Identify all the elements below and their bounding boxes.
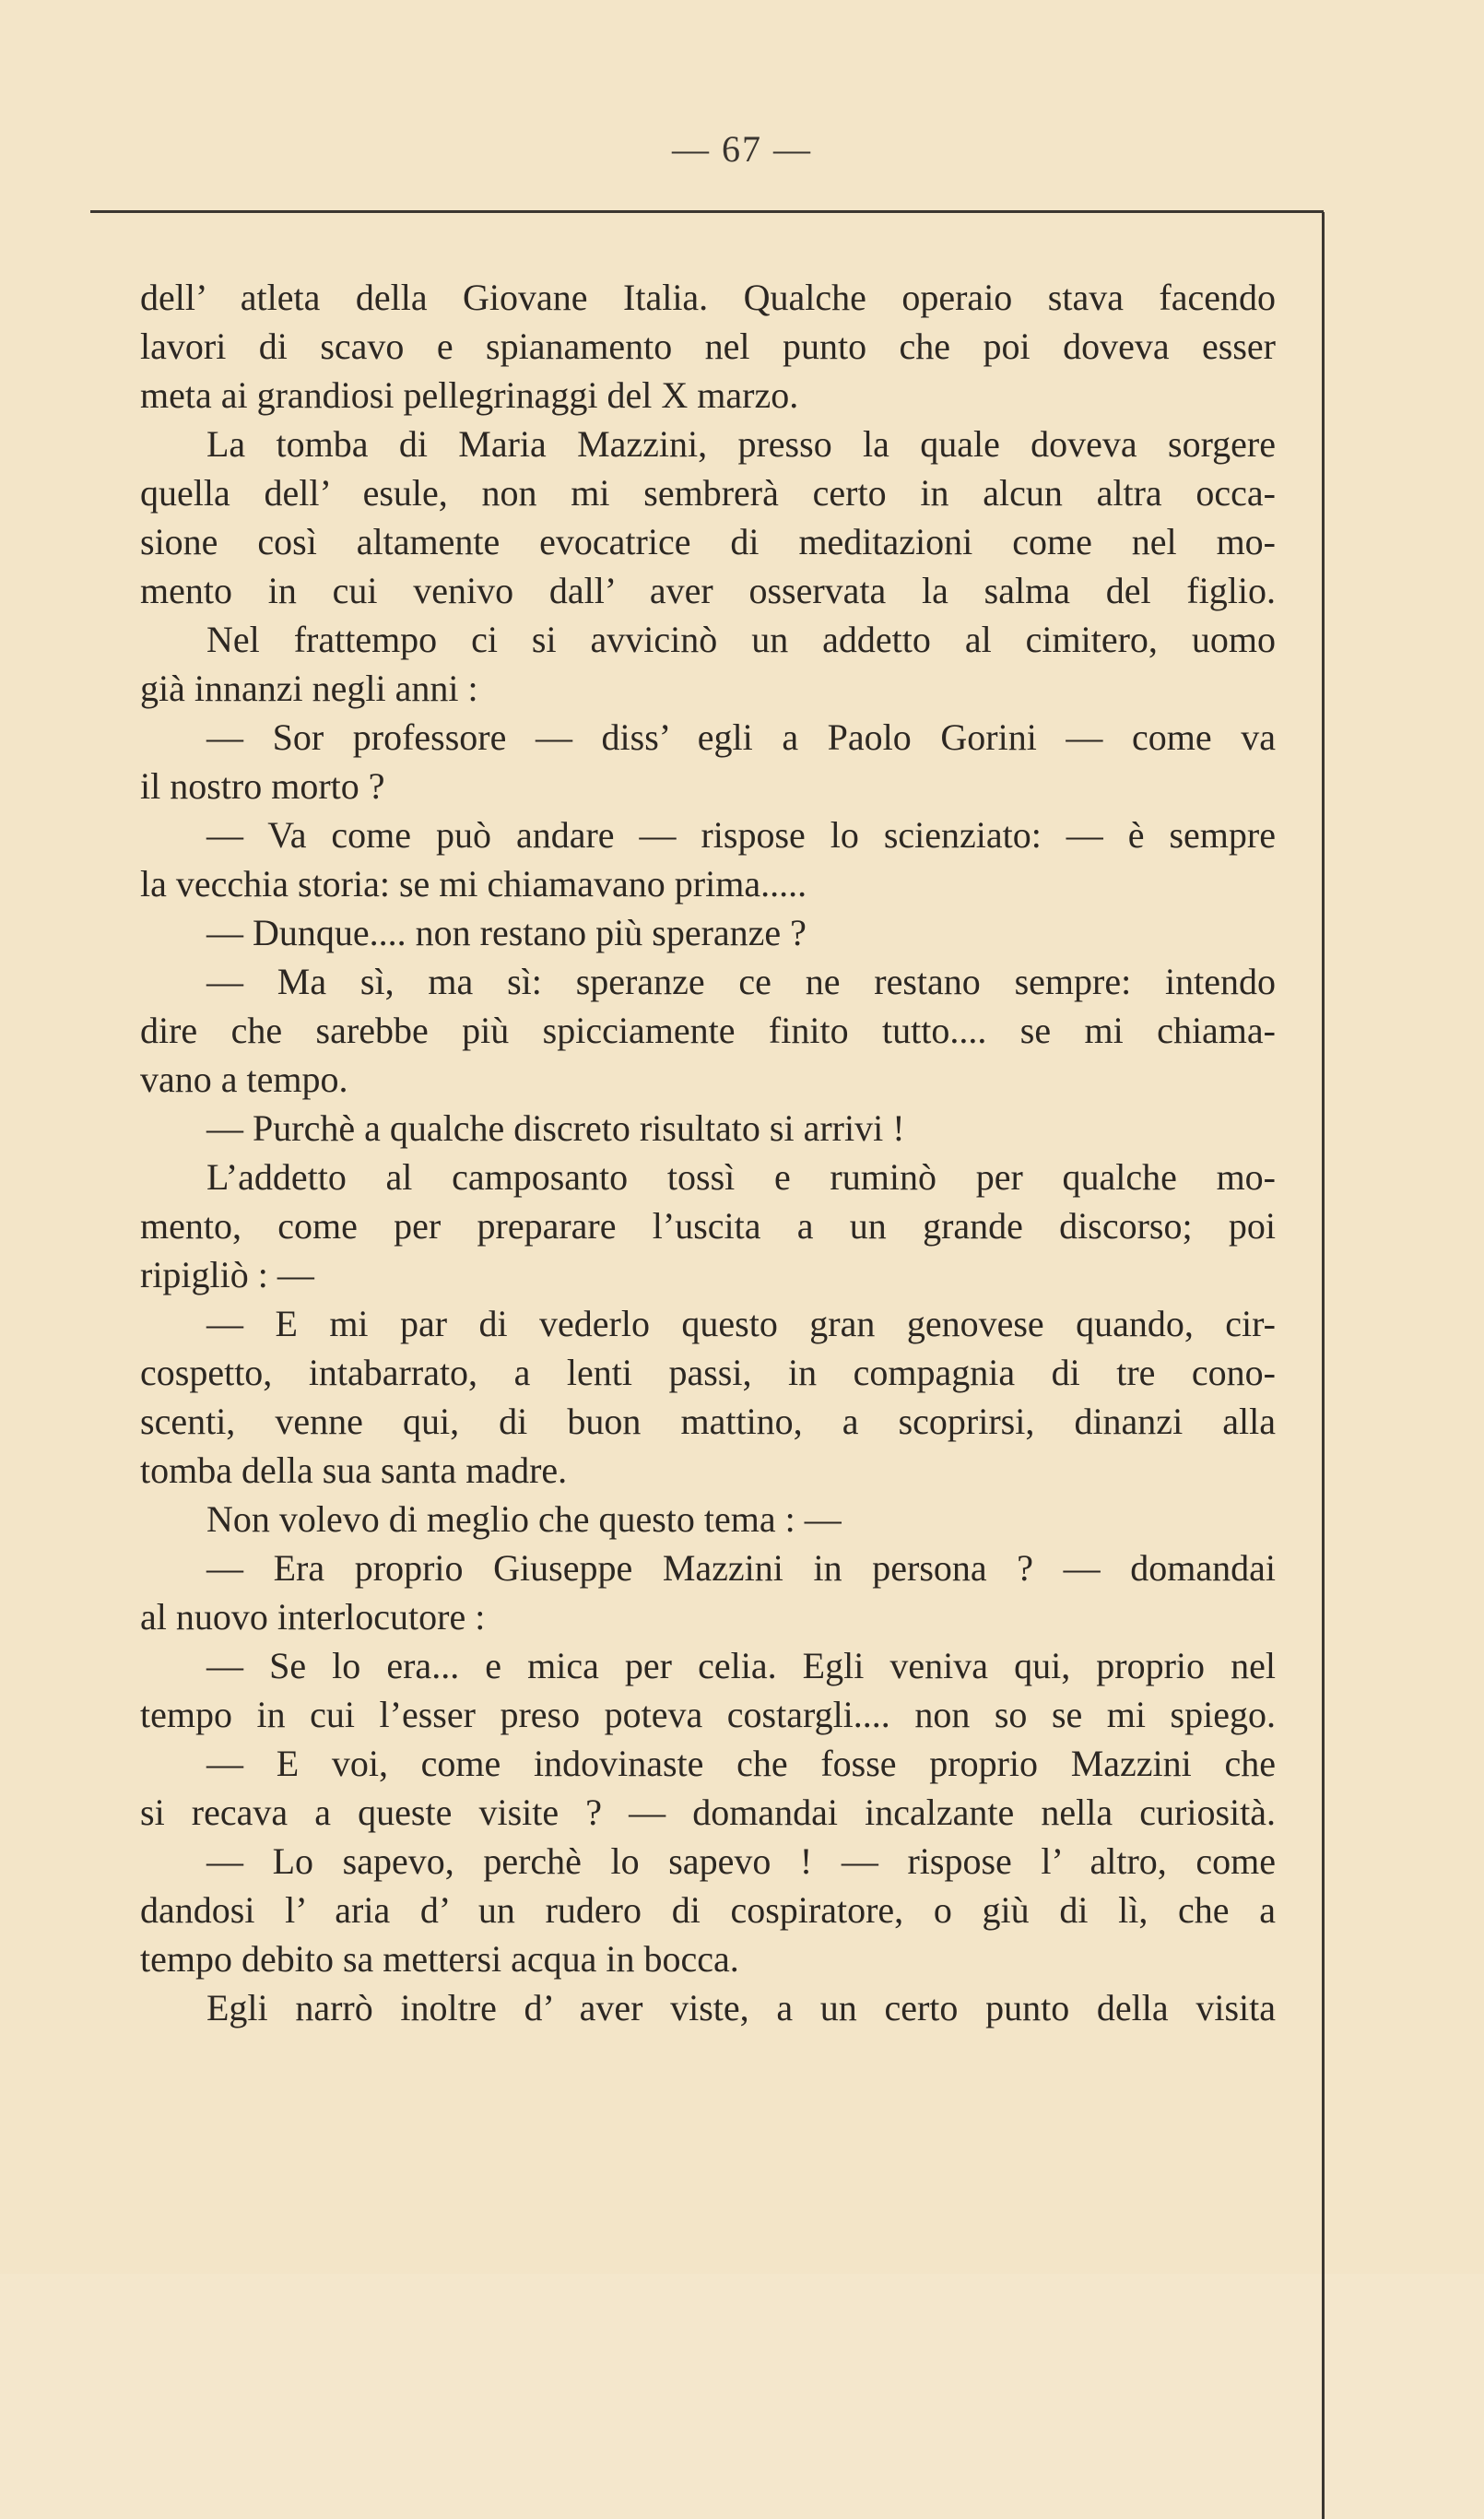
text-line: Non volevo di meglio che questo tema : — [206, 1498, 842, 1540]
text-line: — E mi par di vederlo questo gran genovese quando, cir- [206, 1303, 1276, 1344]
text-line: — Va come può andare — rispose lo scienziato: — è sempre [206, 814, 1276, 856]
text-line: dandosi l’ aria d’ un rudero di cospiratore, o giù di lì, che a [140, 1889, 1276, 1931]
text-line: Nel frattempo ci si avvicinò un addetto al cimitero, uomo [206, 619, 1276, 660]
text-line: il nostro morto ? [140, 765, 385, 807]
frame-top-rule [90, 210, 1324, 213]
text-line: — Purchè a qualche discreto risultato si arrivi ! [206, 1107, 905, 1149]
text-line: ripigliò : — [140, 1254, 314, 1295]
text-line: — Se lo era... e mica per celia. Egli veniva qui, proprio nel [206, 1645, 1276, 1686]
text-line: al nuovo interlocutore : [140, 1596, 486, 1638]
frame-right-rule [1322, 212, 1325, 2519]
page-number: — 67 — [672, 128, 812, 170]
text-line: La tomba di Maria Mazzini, presso la quale doveva sorgere [206, 423, 1276, 465]
text-line: — Dunque.... non restano più speranze ? [206, 912, 807, 953]
text-line: — E voi, come indovinaste che fosse proprio Mazzini che [206, 1743, 1276, 1784]
text-line: — Ma sì, ma sì: speranze ce ne restano sempre: intendo [206, 961, 1276, 1002]
text-line: quella dell’ esule, non mi sembrerà certo in alcun altra occa- [140, 472, 1276, 514]
text-line: — Sor professore — diss’ egli a Paolo Gorini — come va [206, 716, 1276, 758]
text-line: scenti, venne qui, di buon mattino, a scoprirsi, dinanzi alla [140, 1401, 1276, 1442]
text-line: mento, come per preparare l’uscita a un grande discorso; poi [140, 1205, 1276, 1247]
text-line: Egli narrò inoltre d’ aver viste, a un certo punto della visita [206, 1987, 1276, 2028]
text-line: — Era proprio Giuseppe Mazzini in persona ? — domandai [206, 1547, 1276, 1589]
text-line: tempo debito sa mettersi acqua in bocca. [140, 1938, 739, 1980]
text-line: dell’ atleta della Giovane Italia. Qualche operaio stava facendo [140, 277, 1276, 318]
text-line: meta ai grandiosi pellegrinaggi del X marzo. [140, 374, 799, 416]
text-line: la vecchia storia: se mi chiamavano prima..... [140, 863, 807, 905]
text-line: sione così altamente evocatrice di meditazioni come nel mo- [140, 521, 1276, 562]
body-text [140, 273, 1276, 2032]
text-line: dire che sarebbe più spicciamente finito tutto.... se mi chiama- [140, 1010, 1276, 1051]
text-line: già innanzi negli anni : [140, 668, 478, 709]
text-line: vano a tempo. [140, 1058, 348, 1100]
text-line: L’addetto al camposanto tossì e ruminò per qualche mo- [206, 1156, 1276, 1198]
text-line: — Lo sapevo, perchè lo sapevo ! — rispose l’ altro, come [206, 1840, 1276, 1882]
text-line: cospetto, intabarrato, a lenti passi, in compagnia di tre cono- [140, 1352, 1276, 1393]
text-line: lavori di scavo e spianamento nel punto che poi doveva esser [140, 325, 1276, 367]
text-line: tempo in cui l’esser preso poteva costargli.... non so se mi spiego. [140, 1694, 1276, 1735]
text-line: tomba della sua santa madre. [140, 1449, 568, 1491]
text-line: mento in cui venivo dall’ aver osservata la salma del figlio. [140, 570, 1276, 611]
text-line: si recava a queste visite ? — domandai incalzante nella curiosità. [140, 1792, 1276, 1833]
